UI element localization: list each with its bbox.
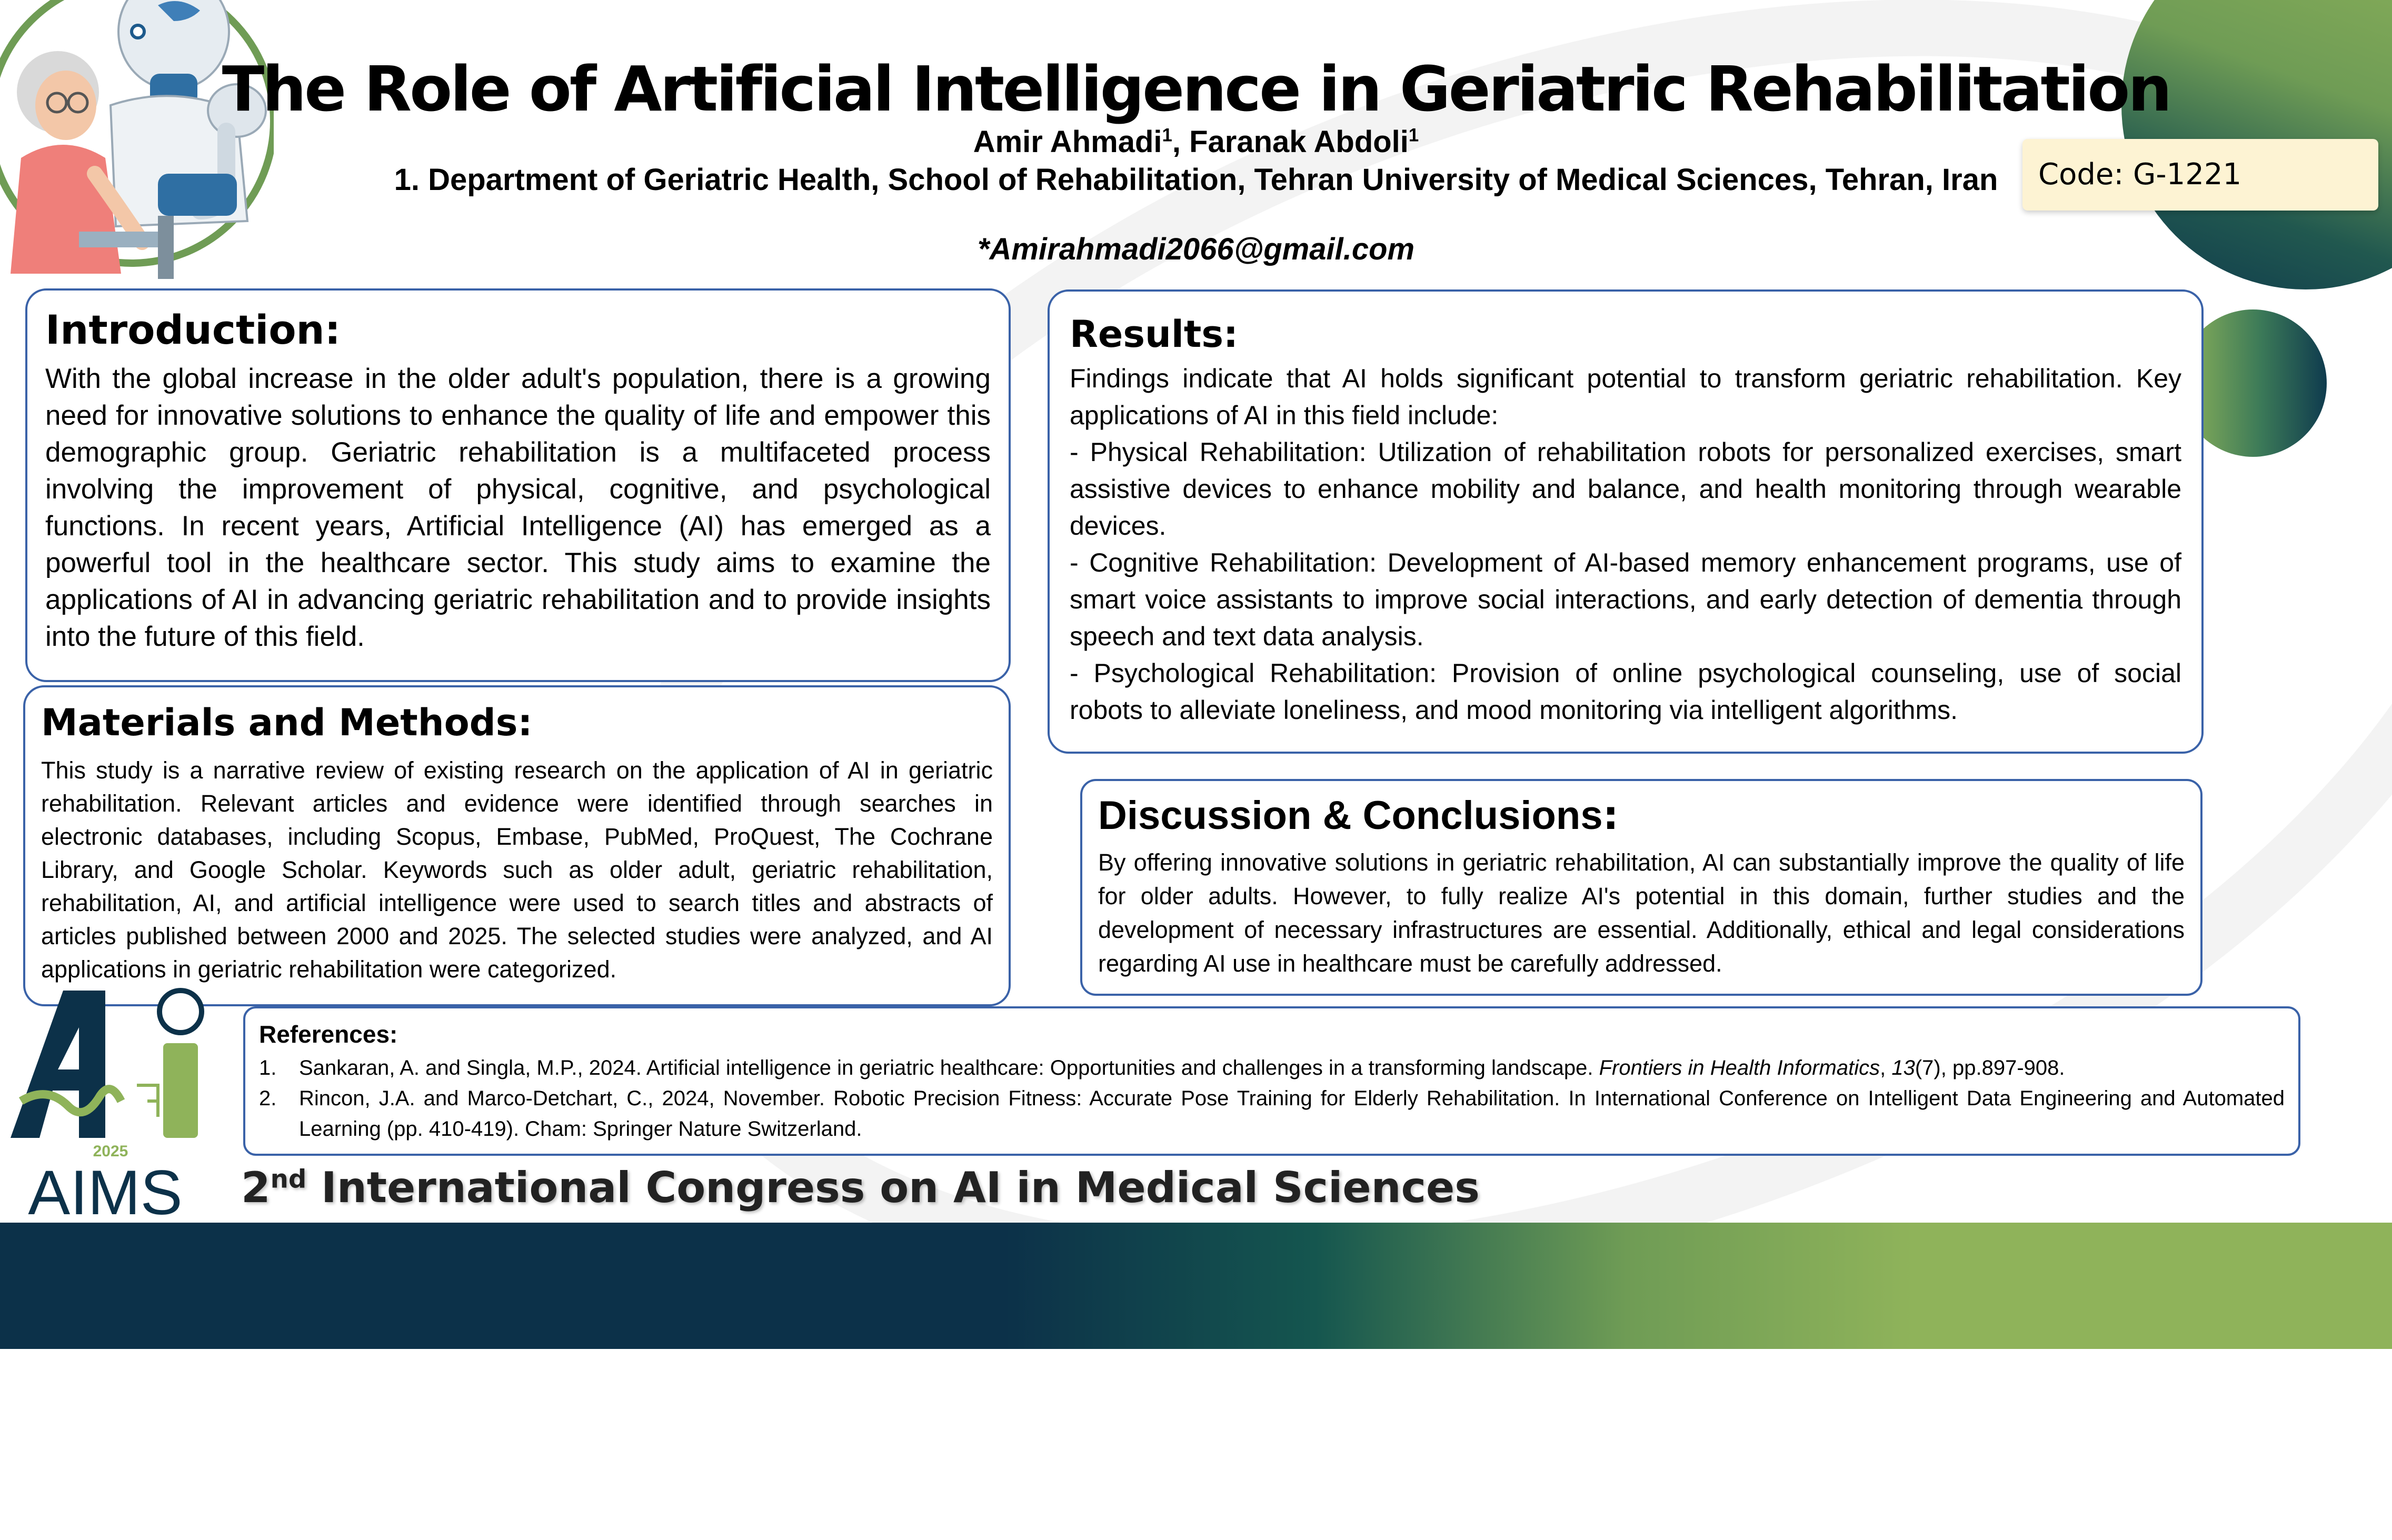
congress-name: International Congress on AI in Medical Sciences bbox=[306, 1163, 1480, 1212]
congress-ordinal-suffix: nd bbox=[270, 1164, 307, 1194]
results-item-psychological: - Psychological Rehabilitation: Provision of online psychological counseling, use of social robots to alleviate loneliness, and mood monitoring via intelligent algorithms. bbox=[1070, 658, 2181, 725]
methods-body: This study is a narrative review of existing research on the application of AI in geriatric rehabilitation. Relevant articles and evidence were identified through searches in electronic databases, including Scopus, Embase, PubMed, ProQuest, The Cochrane Library, and Google Scholar. Keywords such as older adult, geriatric rehabilitation, rehabilitation, AI, and artificial intelligence were used to search titles and abstracts of articles published between 2000 and 2025. The selected studies were analyzed, and AI applications in geriatric rehabilitation were categorized. bbox=[41, 757, 993, 983]
reference-text-part: Sankaran, A. and Singla, M.P., 2024. Artificial intelligence in geriatric healthcare: Opportunities and challenges in a transforming landscape. bbox=[299, 1056, 1599, 1079]
congress-title bbox=[241, 1163, 1480, 1212]
methods-heading: Materials and Methods: bbox=[41, 701, 533, 744]
corresponding-email: *Amirahmadi2066@gmail.com bbox=[977, 232, 1415, 266]
references-heading: References: bbox=[259, 1021, 398, 1048]
reference-text: Rincon, J.A. and Marco-Detchart, C., 2024, November. Robotic Precision Fitness: Accurate Pose Training for Elderly Rehabilitation. In International Conference on Intelligent Data Engineering and Automated Learning (pp. 410-419). Cham: Springer Nature Switzerland. bbox=[299, 1087, 2285, 1141]
results-panel bbox=[1048, 289, 2204, 754]
logo-ai-mark bbox=[11, 991, 202, 1138]
results-item-physical: - Physical Rehabilitation: Utilization of rehabilitation robots for personalized exercises, smart assistive devices to enhance mobility and balance, and health monitoring through wearable devices. bbox=[1070, 437, 2181, 541]
author-1-affil-marker: 1 bbox=[1162, 125, 1172, 146]
discussion-body: By offering innovative solutions in geriatric rehabilitation, AI can substantially improve the quality of life for older adults. However, to fully realize AI's potential in this domain, further studies and the development of necessary infrastructures are essential. Additionally, ethical and legal considerations regarding AI use in healthcare must be carefully addressed. bbox=[1098, 849, 2185, 977]
congress-ordinal: 2 bbox=[241, 1163, 271, 1212]
author-2: Faranak Abdoli bbox=[1189, 125, 1409, 159]
poster-code-badge: Code: G-1221 bbox=[2022, 139, 2378, 211]
aims-logo bbox=[0, 980, 221, 1222]
logo-year: 2025 bbox=[93, 1143, 128, 1160]
reference-item bbox=[259, 1083, 2285, 1144]
author-separator: , bbox=[1172, 125, 1190, 159]
results-heading: Results: bbox=[1070, 313, 1238, 356]
discussion-heading-text: Discussion & Conclusions bbox=[1098, 793, 1603, 838]
introduction-heading: Introduction: bbox=[45, 306, 341, 353]
reference-text-part: , bbox=[1880, 1056, 1892, 1079]
methods-panel bbox=[23, 685, 1011, 1006]
references-panel bbox=[243, 1006, 2300, 1156]
discussion-heading bbox=[1098, 792, 2185, 838]
introduction-body: With the global increase in the older adult's population, there is a growing need for innovative solutions to enhance the quality of life and empower this demographic group. Geriatric rehabilitation is a multifaceted process involving the improvement of physical, cognitive, and psychological functions. In recent years, Artificial Intelligence (AI) has emerged as a powerful tool in the healthcare sector. This study aims to examine the applications of AI in advancing geriatric rehabilitation and to provide insights into the future of this field. bbox=[45, 363, 991, 652]
reference-volume: 13 bbox=[1891, 1056, 1915, 1079]
reference-text bbox=[299, 1053, 2065, 1083]
discussion-heading-colon: : bbox=[1602, 792, 1619, 838]
results-intro: Findings indicate that AI holds significant potential to transform geriatric rehabilitation. Key applications of AI in this field include: bbox=[1070, 364, 2181, 430]
footer-gradient-band bbox=[0, 1223, 2392, 1349]
results-item-cognitive: - Cognitive Rehabilitation: Development of AI-based memory enhancement programs, use of smart voice assistants to improve social interactions, and early detection of dementia through speech and text data analysis. bbox=[1070, 548, 2181, 651]
discussion-panel bbox=[1080, 779, 2202, 996]
poster-title: The Role of Artificial Intelligence in Geriatric Rehabilitation bbox=[222, 53, 2170, 125]
affiliation: 1. Department of Geriatric Health, School of Rehabilitation, Tehran University of Medical Sciences, Tehran, Iran bbox=[394, 163, 1998, 197]
author-1: Amir Ahmadi bbox=[973, 125, 1162, 159]
author-2-affil-marker: 1 bbox=[1408, 125, 1419, 146]
logo-aims-text: AIMS bbox=[28, 1157, 183, 1222]
reference-number: 1. bbox=[259, 1056, 277, 1079]
reference-journal: Frontiers in Health Informatics bbox=[1599, 1056, 1880, 1079]
introduction-panel bbox=[25, 288, 1011, 682]
reference-text-part: (7), pp.897-908. bbox=[1915, 1056, 2065, 1079]
reference-item bbox=[259, 1053, 2285, 1083]
reference-number: 2. bbox=[259, 1087, 277, 1110]
